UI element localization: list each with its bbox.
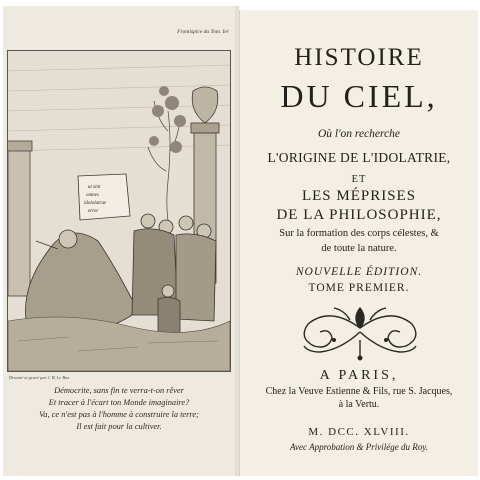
imprint-sign: à la Vertu. (338, 399, 380, 410)
edition-label: NOUVELLE ÉDITION. (295, 266, 423, 278)
inscription-plaque (78, 174, 130, 220)
engraved-plate (7, 50, 231, 372)
subtitle-meprises: LES MÉPRISES (301, 188, 417, 204)
imprint-publisher: Chez la Veuve Estienne & Fils, rue S. Jacques, (265, 386, 453, 397)
title-line-2: DU CIEL, (280, 78, 438, 114)
svg-text:idololatrae: idololatrae (84, 201, 107, 206)
title-line-1: HISTOIRE (294, 44, 424, 71)
stone-column (8, 146, 30, 296)
verse-line: Il est fait pour la cultiver. (76, 422, 162, 431)
subtitle-conjunction: ET (351, 174, 367, 185)
royal-privilege: Avec Approbation & Privilége du Roy. (290, 442, 428, 452)
subtitle-intro: Où l'on recherche (317, 128, 401, 140)
svg-text:ut sint: ut sint (88, 185, 101, 190)
printers-ornament (294, 300, 426, 362)
svg-text:error: error (88, 209, 99, 214)
subtitle-nature: de toute la nature. (321, 243, 397, 254)
frontispiece-page (3, 6, 239, 476)
subtitle-origin: L'ORIGINE DE L'IDOLATRIE, (267, 150, 451, 165)
svg-text:omnes: omnes (86, 193, 99, 198)
title-page (239, 10, 478, 476)
verse-line: Va, ce n'est pas à l'homme à construire la terre; (39, 410, 199, 419)
imprint-place: A PARIS, (319, 368, 399, 383)
subtitle-formation: Sur la formation des corps célestes, & (279, 228, 439, 239)
imprint-year: M. DCC. XLVIII. (308, 426, 410, 438)
engraver-credit: Dessiné et gravé par J. B. Le Bas (9, 375, 70, 380)
subtitle-philosophie: DE LA PHILOSOPHIE, (276, 207, 442, 223)
book-spread (3, 6, 477, 476)
engraving-illustration (8, 51, 230, 371)
volume-label: TOME PREMIER. (308, 282, 410, 294)
verse-line: Démocrite, sans fin te verra-t-on rêver (54, 386, 184, 395)
frontispiece-caption: Frontispice du Tom. Ier (177, 29, 229, 35)
verse-line: Et tracer à l'écart ton Monde imaginaire? (48, 398, 190, 407)
